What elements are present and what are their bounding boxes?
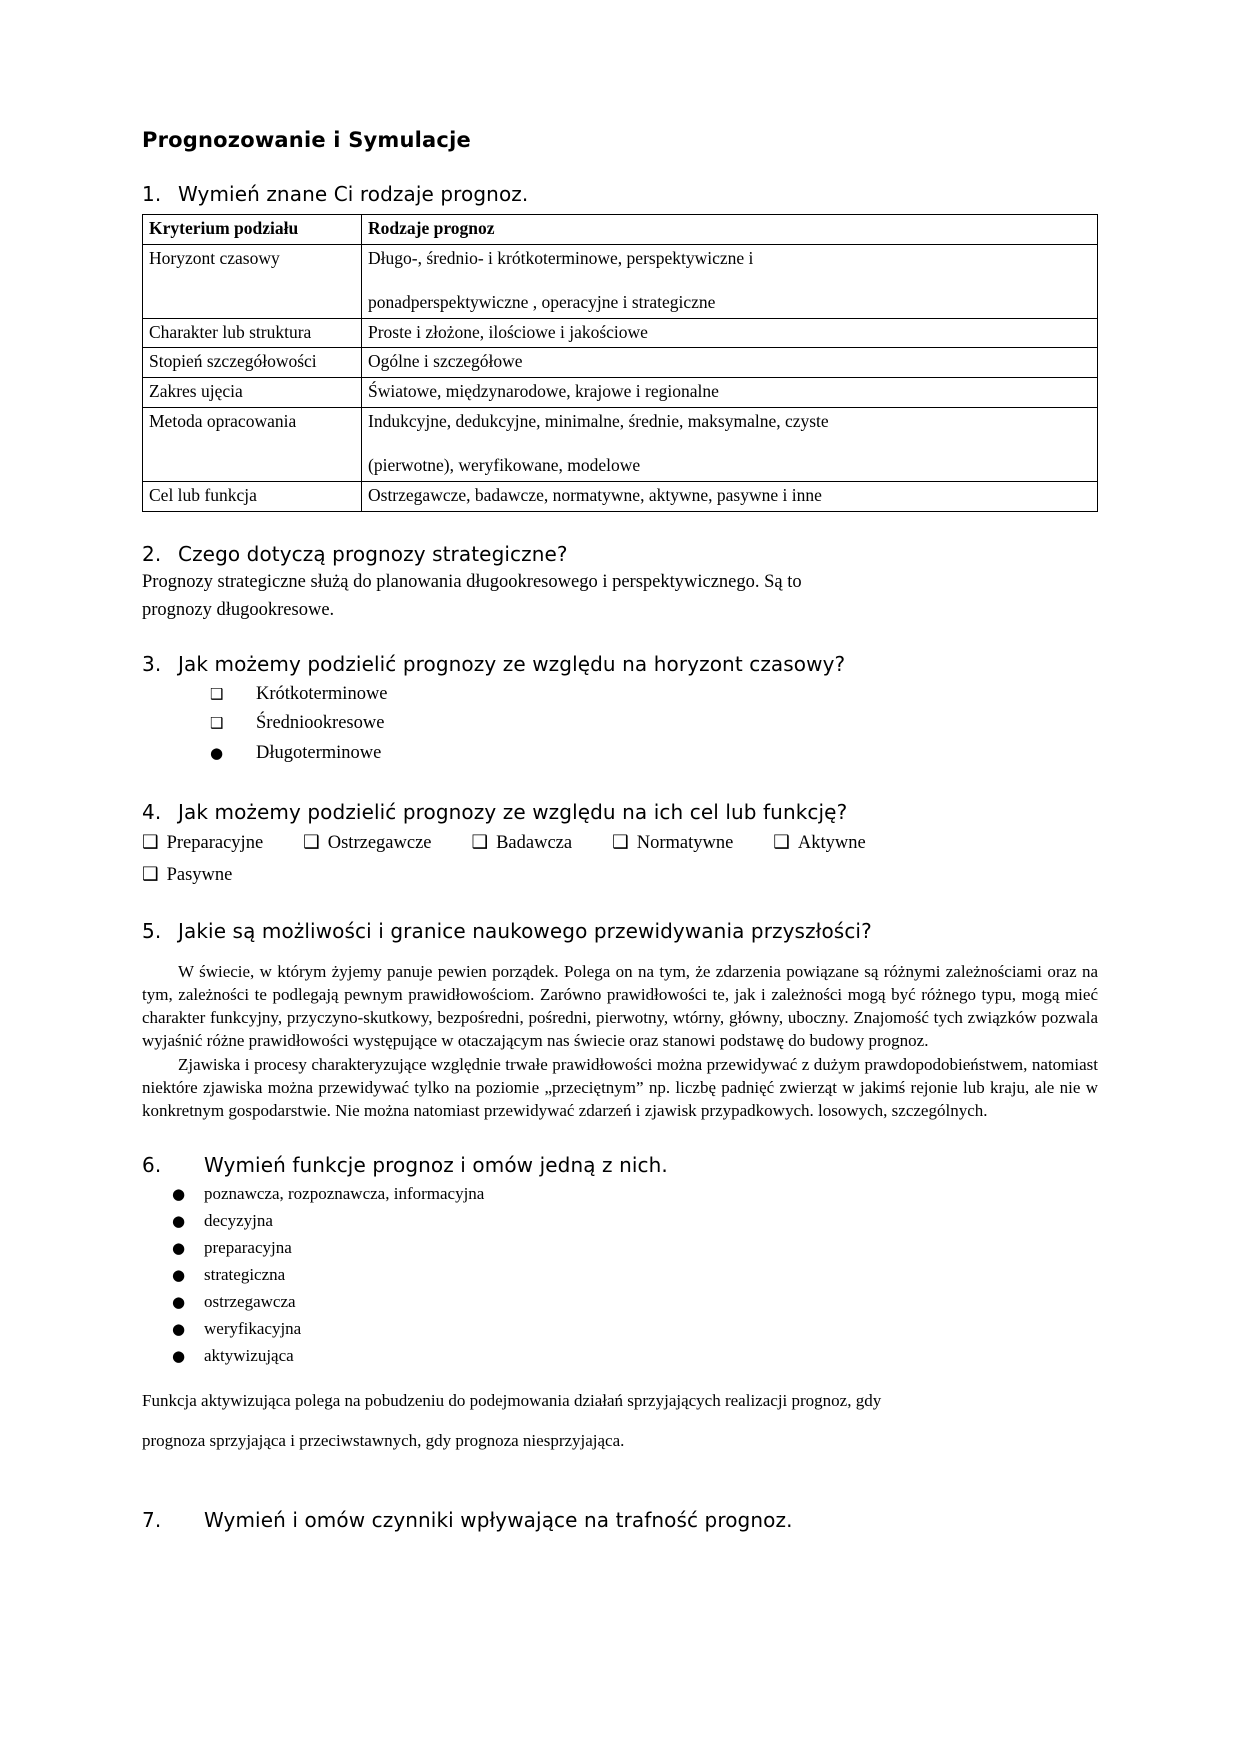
question-7-number: 7. [142,1507,162,1532]
table-cell-types: Ostrzegawcze, badawcze, normatywne, aktywne, pasywne i inne [362,481,1098,511]
table-cell-criterion: Stopień szczegółowości [143,348,362,378]
table-cell-line: Długo-, średnio- i krótkoterminowe, perspektywiczne i [368,247,754,268]
question-5-paragraph-1: W świecie, w którym żyjemy panuje pewien porządek. Polega on na tym, że zdarzenia powiązane są różnymi zależnościami oraz na tym, zależności te podlegają pewnym prawidłowościom. Zarówno prawidłowości te, jak i zależności mogą być różnego typu, mogą mieć charakter funkcyjny, przyczyno-skutkowy, bezpośredni, pośredni, pierwotny, wtórny, główny, uboczny. Znajomość tych związków pozwala wyjaśnić różne prawidłowości występujące w otaczającym nas świecie oraz stanowi podstawę do budowy prognoz. [142,962,1098,1050]
bullet-marker-icon: ❑ [210,714,224,733]
question-4-number: 4. [142,799,162,824]
table-header-criterion: Kryterium podziału [143,215,362,245]
list-item-label: Preparacyjne [166,832,264,853]
table-row [143,408,1098,482]
list-item-label: Normatywne [636,832,734,853]
list-item [773,830,865,857]
bullet-marker-icon: ❑ [142,865,159,886]
list-item-label: preparacyjna [204,1237,292,1257]
question-1-text: Wymień znane Ci rodzaje prognoz. [178,182,529,206]
table-cell-types [362,408,1098,482]
list-item-label: Krótkoterminowe [256,684,388,705]
list-item-label: decyzyjna [204,1210,273,1230]
question-5-paragraph-2: Zjawiska i procesy charakteryzujące względnie trwałe prawidłowości można przewidywać z dużym prawdopodobieństwem, natomiast niektóre zjawiska można przewidywać tylko na poziomie „przeciętnym” np. liczbę padnięć zwierząt w jakimś rejonie lub kraju, ale nie w konkretnym gospodarstwie. Nie można natomiast przewidywać zdarzeń i zjawisk przypadkowych. losowych, szczególnych. [142,1055,1098,1120]
list-item [172,1291,1098,1313]
question-4-list-row-2 [142,862,1098,889]
question-1-number: 1. [142,182,162,206]
list-item-label: poznawcza, rozpoznawcza, informacyjna [204,1183,485,1203]
list-item [612,830,733,857]
question-2-text: Czego dotyczą prognozy strategiczne? [178,541,568,566]
table-row [143,378,1098,408]
list-item [172,1264,1098,1286]
question-6-heading [142,1153,1098,1177]
list-item-label: aktywizująca [204,1346,294,1366]
question-7-heading [142,1508,1098,1532]
table-cell-line: ponadperspektywiczne , operacyjne i strategiczne [368,291,716,312]
question-5-number: 5. [142,919,162,944]
list-item [172,1345,1098,1367]
question-4-text: Jak możemy podzielić prognozy ze względu na ich cel lub funkcję? [178,799,848,824]
list-item [172,1210,1098,1232]
list-item [210,741,1098,765]
bullet-marker-icon: ❑ [210,685,224,704]
question-5-text: Jakie są możliwości i granice naukowego przewidywania przyszłości? [178,919,872,944]
list-item [172,1183,1098,1205]
table-row [143,481,1098,511]
table-cell-types: Proste i złożone, ilościowe i jakościowe [362,318,1098,348]
table-cell-criterion: Charakter lub struktura [143,318,362,348]
question-3-heading [142,652,1098,676]
prognoz-types-table [142,214,1098,512]
table-cell-criterion: Horyzont czasowy [143,244,362,318]
question-6-list [172,1183,1098,1368]
list-item-label: Badawcza [496,832,573,853]
question-1-heading [142,182,1098,206]
question-3-text: Jak możemy podzielić prognozy ze względu na horyzont czasowy? [178,652,846,677]
bullet-marker-icon: ● [172,1211,186,1230]
table-header-types: Rodzaje prognoz [362,215,1098,245]
bullet-marker-icon: ❑ [142,832,159,853]
bullet-marker-icon: ❑ [471,832,489,853]
bullet-marker-icon: ● [172,1265,186,1284]
question-2-answer-line-2: prognozy długookresowe. [142,600,335,621]
bullet-marker-icon: ● [172,1238,186,1257]
table-row [143,318,1098,348]
list-item [172,1237,1098,1259]
question-3-list [210,682,1098,764]
table-cell-criterion: Cel lub funkcja [143,481,362,511]
list-item-label: Pasywne [166,865,233,886]
question-6-note-line-2: prognoza sprzyjająca i przeciwstawnych, gdy prognoza niesprzyjająca. [142,1430,625,1450]
question-3-number: 3. [142,652,162,677]
question-4-heading [142,800,1098,824]
question-7-text: Wymień i omów czynniki wpływające na trafność prognoz. [204,1507,793,1532]
bullet-marker-icon: ● [210,743,224,762]
bullet-marker-icon: ❑ [303,832,320,853]
question-2-heading [142,542,1098,566]
bullet-marker-icon: ❑ [773,832,790,853]
table-row [143,348,1098,378]
list-item [210,711,1098,735]
bullet-marker-icon: ● [172,1320,186,1339]
question-5-answer [142,961,1098,1122]
list-item-label: Średniookresowe [256,713,385,734]
table-cell-line: (pierwotne), weryfikowane, modelowe [368,454,641,475]
list-item [142,830,263,857]
table-row [143,244,1098,318]
list-item-label: ostrzegawcza [204,1291,296,1311]
table-cell-line: Indukcyjne, dedukcyjne, minimalne, średnie, maksymalne, czyste [368,411,829,432]
question-4-list-row-1 [142,830,1098,857]
table-cell-types [362,244,1098,318]
bullet-marker-icon: ❑ [612,832,629,853]
list-item [303,830,431,857]
question-6-text: Wymień funkcje prognoz i omów jedną z nich. [204,1152,668,1177]
list-item-label: weryfikacyjna [204,1319,302,1339]
bullet-marker-icon: ● [172,1184,186,1203]
page-title: Prognozowanie i Symulacje [142,128,471,152]
list-item [210,682,1098,706]
list-item [142,862,232,889]
table-cell-criterion: Zakres ujęcia [143,378,362,408]
table-cell-criterion: Metoda opracowania [143,408,362,482]
table-header-row [143,215,1098,245]
question-2-number: 2. [142,541,162,566]
question-5-heading [142,919,1098,943]
list-item-label: Aktywne [797,832,866,853]
table-cell-types: Ogólne i szczegółowe [362,348,1098,378]
list-item [472,830,573,857]
question-2-answer-line-1: Prognozy strategiczne służą do planowania długookresowego i perspektywicznego. Są to [142,571,802,592]
bullet-marker-icon: ● [172,1292,186,1311]
list-item-label: Ostrzegawcze [327,832,432,853]
question-6-number: 6. [142,1152,162,1177]
table-cell-types: Światowe, międzynarodowe, krajowe i regionalne [362,378,1098,408]
list-item [172,1318,1098,1340]
question-6-note-line-1: Funkcja aktywizująca polega na pobudzeniu do podejmowania działań sprzyjających realizacji prognoz, gdy [142,1391,882,1411]
list-item-label: Długoterminowe [256,742,382,763]
list-item-label: strategiczna [204,1264,286,1284]
bullet-marker-icon: ● [172,1347,186,1366]
